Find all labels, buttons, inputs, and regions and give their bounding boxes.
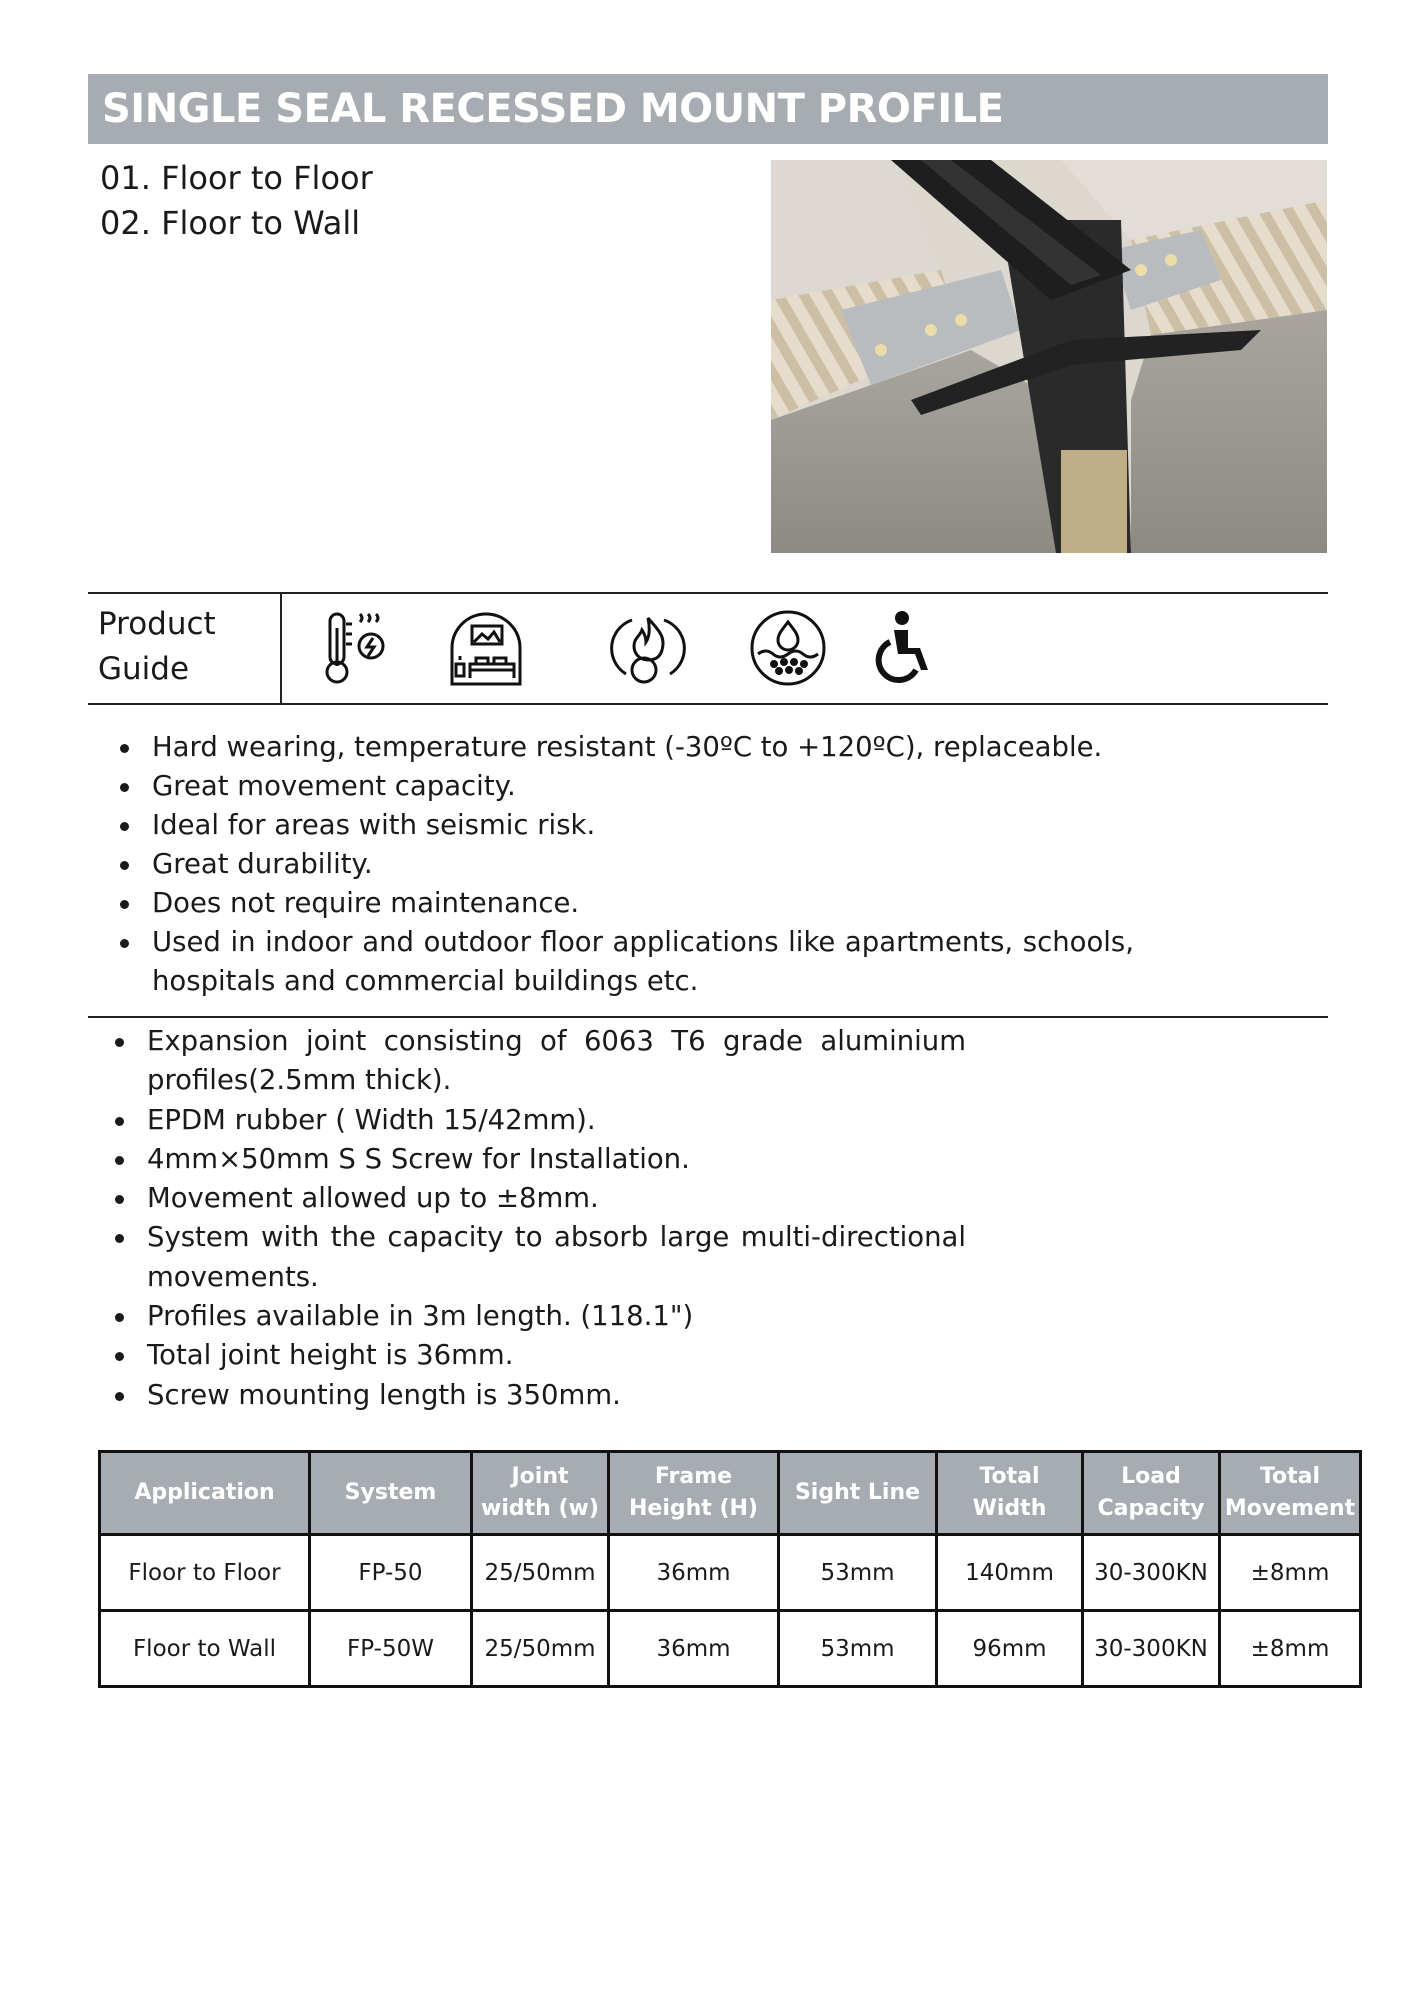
table-cell: FP-50W [310,1611,472,1687]
table-cell: 96mm [937,1611,1083,1687]
table-cell: Floor to Wall [100,1611,310,1687]
spec-item: Profiles available in 3m length. (118.1") [101,1297,966,1336]
feature-item: Ideal for areas with seismic risk. [106,806,1134,845]
product-guide-label-line: Product [98,606,216,642]
feature-item: Hard wearing, temperature resistant (-30ºC to +120ºC), replaceable. [106,728,1134,767]
column-header: Load Capacity [1083,1452,1220,1535]
spec-item: 4mm×50mm S S Screw for Installation. [101,1140,966,1179]
table-cell: FP-50 [310,1535,472,1611]
temperature-resistance-icon [316,608,396,692]
table-cell: 30-300KN [1083,1535,1220,1611]
specification-table [98,1450,1362,1688]
fire-resistant-icon [608,608,688,692]
application-list [100,156,373,246]
table-cell: 140mm [937,1535,1083,1611]
product-guide [88,592,1328,705]
specification-list [101,1022,966,1415]
product-photo [771,160,1327,553]
table-row [100,1535,1361,1611]
table-cell: ±8mm [1220,1611,1361,1687]
column-header: Application [100,1452,310,1535]
application-item: 02. Floor to Wall [100,204,361,242]
feature-item: Great durability. [106,845,1134,884]
spec-item: Movement allowed up to ±8mm. [101,1179,966,1218]
column-header: Joint width (w) [472,1452,609,1535]
table-header-row [100,1452,1361,1535]
section-divider [88,1016,1328,1018]
table-cell: Floor to Floor [100,1535,310,1611]
interior-room-icon [446,608,526,692]
product-guide-label-line: Guide [98,651,190,687]
spec-item: EPDM rubber ( Width 15/42mm). [101,1101,966,1140]
application-item: 01. Floor to Floor [100,159,373,197]
water-resistant-icon [748,608,828,692]
table-cell: 36mm [609,1611,779,1687]
product-guide-label [88,594,282,703]
spec-item: Total joint height is 36mm. [101,1336,966,1375]
table-cell: 53mm [779,1535,937,1611]
feature-item: Great movement capacity. [106,767,1134,806]
table-cell: 25/50mm [472,1611,609,1687]
spec-item: System with the capacity to absorb large multi-directional movements. [101,1218,966,1297]
column-header: Sight Line [779,1452,937,1535]
feature-item: Does not require maintenance. [106,884,1134,923]
spec-item: Expansion joint consisting of 6063 T6 grade aluminium profiles(2.5mm thick). [101,1022,966,1101]
table-row [100,1611,1361,1687]
column-header: Total Movement [1220,1452,1361,1535]
table-cell: 25/50mm [472,1535,609,1611]
feature-item: Used in indoor and outdoor floor applications like apartments, schools, hospitals and commercial buildings etc. [106,923,1134,1001]
table-cell: 30-300KN [1083,1611,1220,1687]
feature-list [106,728,1134,1001]
column-header: Total Width [937,1452,1083,1535]
table-cell: 36mm [609,1535,779,1611]
column-header: System [310,1452,472,1535]
page-title: SINGLE SEAL RECESSED MOUNT PROFILE [102,86,1004,132]
table-cell: ±8mm [1220,1535,1361,1611]
spec-item: Screw mounting length is 350mm. [101,1376,966,1415]
table-cell: 53mm [779,1611,937,1687]
title-bar [88,74,1328,144]
column-header: Frame Height (H) [609,1452,779,1535]
wheelchair-accessible-icon [868,608,948,692]
